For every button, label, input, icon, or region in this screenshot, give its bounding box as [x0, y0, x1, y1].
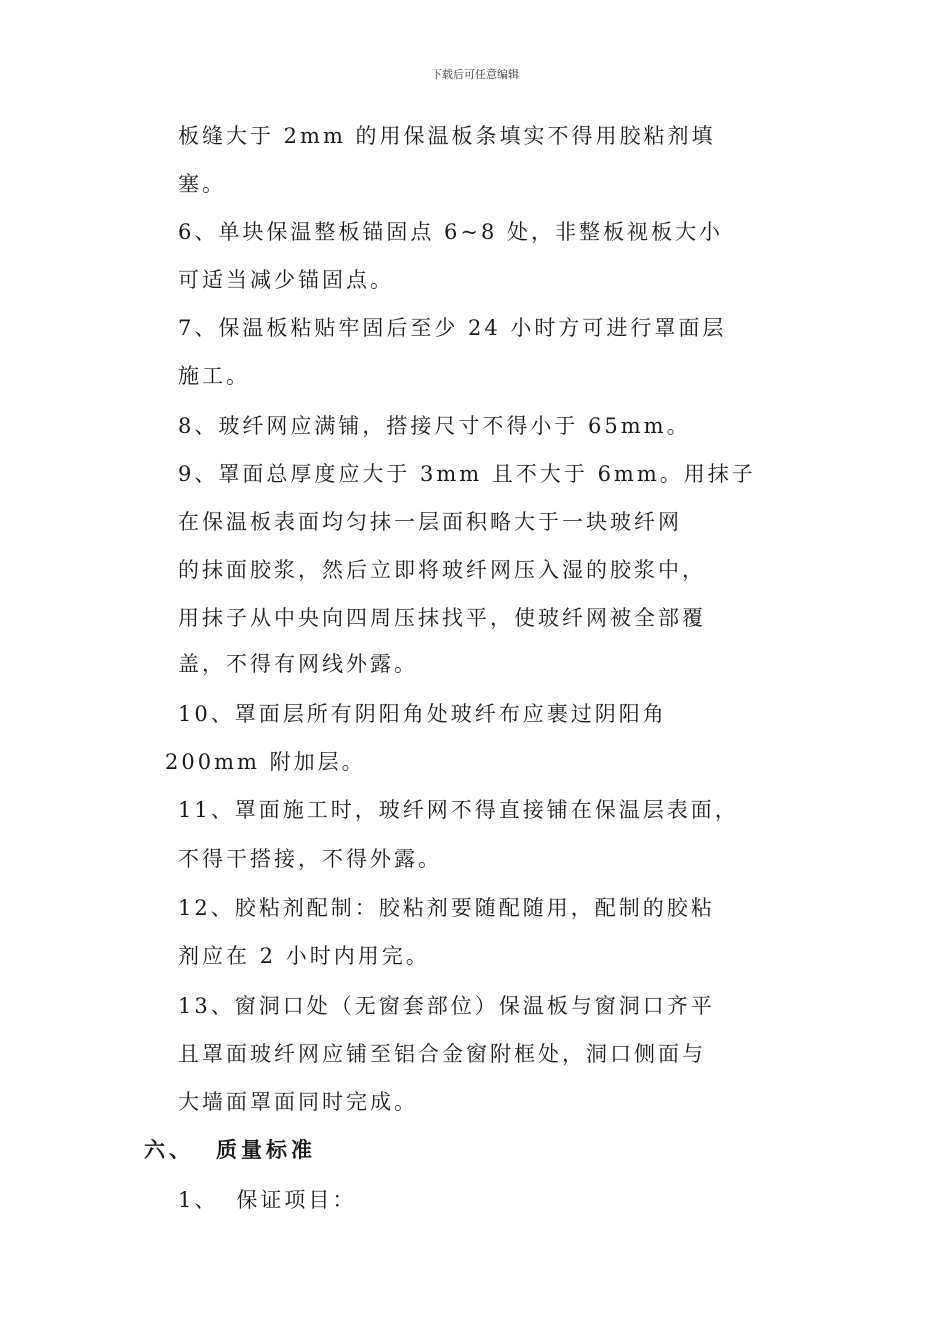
body-line: 6、单块保温整板锚固点 6~8 处，非整板视板大小 [178, 220, 724, 244]
body-line: 塞。 [178, 172, 226, 196]
body-line: 剂应在 2 小时内用完。 [178, 944, 430, 968]
section-title: 质量标准 [216, 1137, 316, 1162]
section-heading [144, 1136, 316, 1164]
body-line: 9、罩面总厚度应大于 3mm 且不大于 6mm。用抹子 [178, 462, 756, 486]
body-line: 200mm 附加层。 [165, 750, 366, 774]
subitem-number: 1、 [178, 1188, 219, 1212]
body-line: 的抹面胶浆，然后立即将玻纤网压入湿的胶浆中， [178, 558, 706, 582]
body-line: 13、窗洞口处（无窗套部位）保温板与窗洞口齐平 [178, 994, 715, 1018]
body-line: 盖，不得有网线外露。 [178, 652, 418, 676]
body-line: 用抹子从中央向四周压抹找平，使玻纤网被全部覆 [178, 606, 706, 630]
page-header: 下载后可任意编辑 [431, 68, 519, 81]
subitem-title: 保证项目： [236, 1188, 357, 1212]
subitem-heading [178, 1186, 356, 1214]
body-line: 施工。 [178, 364, 250, 388]
body-line: 11、罩面施工时，玻纤网不得直接铺在保温层表面， [178, 798, 739, 822]
body-line: 在保温板表面均匀抹一层面积略大于一块玻纤网 [178, 510, 682, 534]
body-line: 7、保温板粘贴牢固后至少 24 小时方可进行罩面层 [178, 316, 727, 340]
body-line: 12、胶粘剂配制：胶粘剂要随配随用，配制的胶粘 [178, 896, 715, 920]
section-number: 六、 [144, 1137, 194, 1162]
body-line: 8、玻纤网应满铺，搭接尺寸不得小于 65mm。 [178, 414, 691, 438]
body-line: 大墙面罩面同时完成。 [178, 1090, 418, 1114]
body-line: 不得干搭接，不得外露。 [178, 847, 442, 871]
body-line: 板缝大于 2mm 的用保温板条填实不得用胶粘剂填 [178, 124, 716, 148]
body-line: 可适当减少锚固点。 [178, 268, 394, 292]
body-line: 且罩面玻纤网应铺至铝合金窗附框处，洞口侧面与 [178, 1042, 706, 1066]
body-line: 10、罩面层所有阴阳角处玻纤布应裹过阴阳角 [178, 702, 667, 726]
